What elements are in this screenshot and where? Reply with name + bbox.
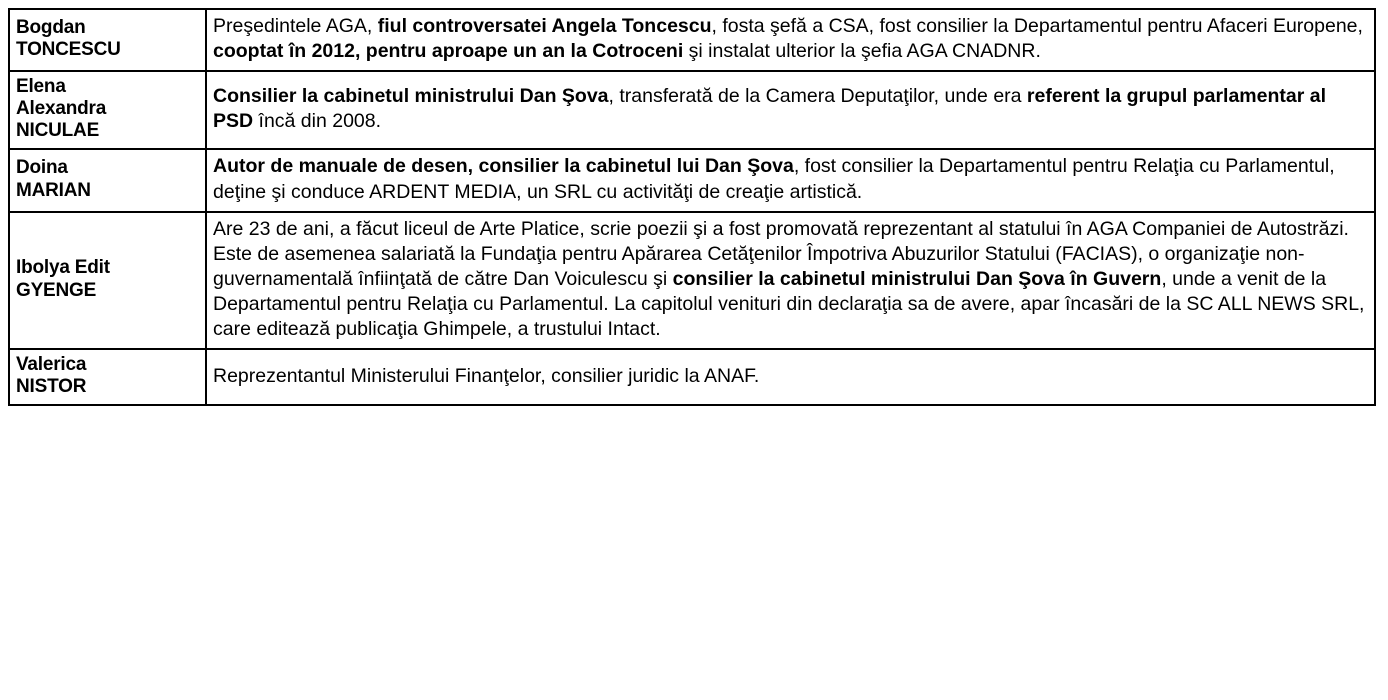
description-emphasis: consilier la cabinetul ministrului Dan Şova în Guvern <box>672 267 1162 290</box>
person-name-line: GYENGE <box>16 279 97 301</box>
person-name-line: Alexandra <box>16 98 107 120</box>
person-name-cell <box>9 149 206 211</box>
description-text: Reprezentantul Ministerului Finanţelor, consilier juridic la ANAF. <box>213 364 760 387</box>
description-emphasis: referent la grupul parlamentar al PSD <box>213 85 1327 133</box>
table-row <box>9 9 1375 71</box>
description-text: , fosta şefă a CSA, fost consilier la Departamentul pentru Afaceri Europene, <box>711 15 1363 37</box>
description-emphasis: Consilier la cabinetul ministrului Dan Şova <box>213 85 609 108</box>
person-name-line: Ibolya Edit <box>16 257 110 279</box>
person-description-cell <box>206 9 1375 71</box>
person-name-line: Elena <box>16 76 66 98</box>
description-emphasis: cooptat în 2012, pentru aproape un an la Cotroceni <box>213 40 684 63</box>
person-name-line: NICULAE <box>16 120 100 142</box>
table-row <box>9 149 1375 211</box>
person-name-line: Valerica <box>16 354 87 376</box>
person-name-line: NISTOR <box>16 376 87 398</box>
person-name-line: MARIAN <box>16 179 91 201</box>
table-row <box>9 71 1375 149</box>
person-name-line: Bogdan <box>16 17 86 39</box>
person-description-cell <box>206 149 1375 211</box>
description-text: , unde a venit de la Departamentul pentru Relaţia cu Parlamentul. La capitolul venituri din declaraţia sa de avere, apar încasări de la SC ALL NEWS SRL, care editează publicaţia Ghimpele, a trustului Intact. <box>213 267 1365 341</box>
description-text: încă din 2008. <box>253 110 382 133</box>
description-text: Preşedintele AGA, <box>213 15 378 37</box>
description-emphasis: Autor de manuale de desen, consilier la cabinetul lui Dan Şova <box>213 155 794 178</box>
person-name-line: TONCESCU <box>16 39 121 61</box>
persons-table <box>8 8 1376 406</box>
description-text: , transferată de la Camera Deputaţilor, unde era <box>608 85 1027 108</box>
person-name-cell <box>9 349 206 405</box>
table-row <box>9 349 1375 405</box>
description-text: şi instalat ulterior la şefia AGA CNADNR. <box>683 40 1041 63</box>
person-description-cell <box>206 349 1375 405</box>
person-name-line: Doina <box>16 157 68 179</box>
description-emphasis: fiul controversatei Angela Toncescu <box>377 15 712 37</box>
description-text: Are 23 de ani, a făcut liceul de Arte Platice, scrie poezii şi a fost promovată reprezentant al statului în AGA Companiei de Autostrăzi. Este de asemenea salariată la Fundaţia pentru Apărarea Cetăţenilor Împotriva Abuzurilor Statului (FACIAS), o organizaţie non-guvernamentală înfiinţată de către Dan Voiculescu şi <box>213 217 1349 290</box>
person-name-cell <box>9 71 206 149</box>
description-text: , fost consilier la Departamentul pentru Relaţia cu Parlamentul, deţine şi conduce ARDENT MEDIA, un SRL cu activităţi de creaţie artistică. <box>213 155 1335 203</box>
person-description-cell <box>206 212 1375 350</box>
person-name-cell <box>9 9 206 71</box>
table-row <box>9 212 1375 350</box>
person-name-cell <box>9 212 206 350</box>
persons-table-body <box>9 9 1375 405</box>
person-description-cell <box>206 71 1375 149</box>
